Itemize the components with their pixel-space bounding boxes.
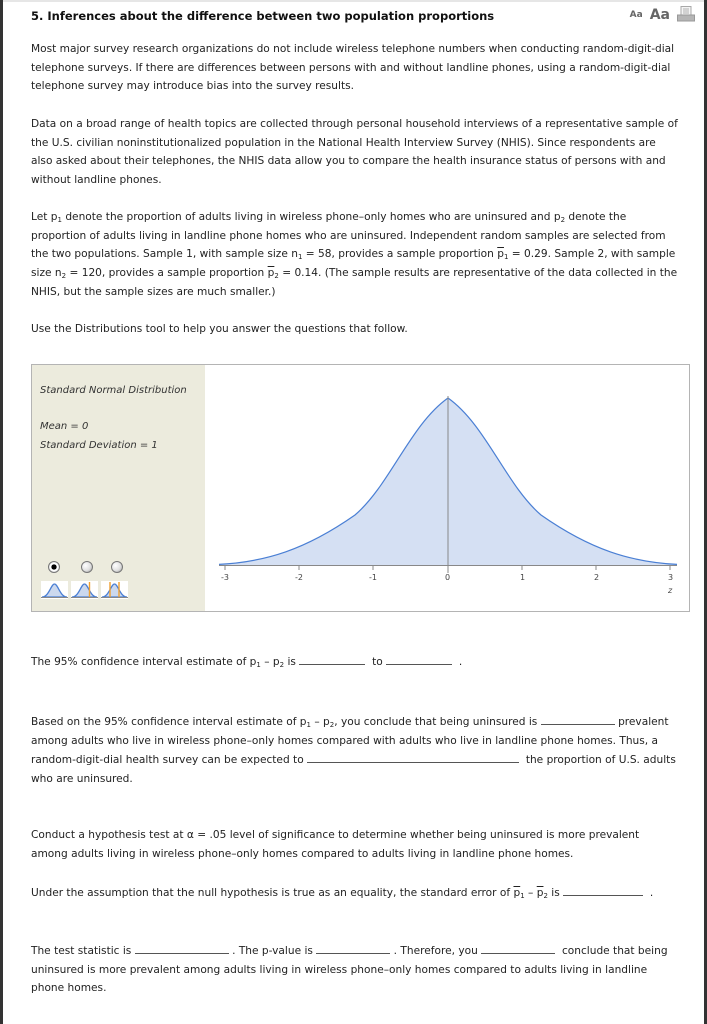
print-icon[interactable] xyxy=(677,6,695,22)
tick-label: 2 xyxy=(594,573,600,582)
sd-label: Standard Deviation = 1 xyxy=(40,440,158,451)
hypothesis-intro: Conduct a hypothesis test at α = .05 level of significance to determine whether being uninsured is more prevalent among adults living in wireless phone–only homes compared to adults living in landline phone homes. xyxy=(31,829,640,860)
ci-conclusion-question: Based on the 95% confidence interval estimate of $p_1 - p_2$, you conclude that being uninsured is prevalent among adults who live in wireless phone–only homes compared with adults who live in landline phone homes. Thus, a random-digit-dial health survey can be expected to the proportion of U.S. adults who are uninsured. xyxy=(31,712,679,789)
one-tail-curve-icon[interactable] xyxy=(71,581,98,599)
std-error-question: Under the assumption that the null hypothesis is true as an equality, the standard error of $\overline{p}_1 - \overline{p}_2$ is . xyxy=(31,883,679,903)
ci-lower-input[interactable] xyxy=(299,652,365,665)
decrease-font-button[interactable]: Aa xyxy=(629,10,643,20)
two-tail-curve-icon[interactable] xyxy=(101,581,128,599)
test-question: The test statistic is . The p-value is . Therefore, you conclude that being uninsured is more prevalent among adults living in wireless phone–only homes compared to adults living in landline phone homes. xyxy=(31,941,679,998)
tick-label: 0 xyxy=(445,573,451,582)
use-tool-instruction: Use the Distributions tool to help you answer the questions that follow. xyxy=(31,323,408,335)
distributions-tool xyxy=(31,364,690,612)
tick-label: 1 xyxy=(520,573,526,582)
ci-question: The 95% confidence interval estimate of $p_1 - p_2$ is to . xyxy=(31,652,679,672)
mode-radio-two-tail[interactable] xyxy=(111,561,123,573)
increase-font-button[interactable]: Aa xyxy=(649,7,670,23)
normal-curve-plot[interactable] xyxy=(205,365,689,611)
tick-label: -3 xyxy=(221,573,229,582)
mode-radio-no-tail[interactable] xyxy=(48,561,60,573)
no-tail-curve-icon[interactable] xyxy=(41,581,68,599)
left-frame-border xyxy=(0,0,3,1024)
axis-label-z: z xyxy=(668,586,673,595)
top-border xyxy=(0,0,707,2)
tool-settings-panel xyxy=(32,365,205,611)
std-error-input[interactable] xyxy=(563,883,643,896)
nhis-paragraph: Data on a broad range of health topics are collected through personal household interviews of a representative sample of the U.S. civilian noninstitutionalized population in the National Health Interview Survey (NHIS). Since respondents are also asked about their telephones, the NHIS data allow you to compare the health insurance status of persons with and without landline phones. xyxy=(31,118,678,187)
problem-title: 5. Inferences about the difference between two population proportions xyxy=(31,9,495,23)
mode-radio-one-tail[interactable] xyxy=(81,561,93,573)
toolbar xyxy=(630,6,695,22)
ci-upper-input[interactable] xyxy=(386,652,452,665)
tick-label: -1 xyxy=(369,573,377,582)
prevalence-dropdown[interactable] xyxy=(541,712,615,725)
tick-label: -2 xyxy=(295,573,303,582)
bias-dropdown[interactable] xyxy=(307,750,519,763)
p-value-input[interactable] xyxy=(316,941,390,954)
conclusion-dropdown[interactable] xyxy=(481,941,555,954)
test-statistic-input[interactable] xyxy=(135,941,229,954)
tick-label: 3 xyxy=(668,573,674,582)
mean-label: Mean = 0 xyxy=(40,421,89,432)
intro-paragraph: Most major survey research organizations do not include wireless telephone numbers when conducting random-digit-dial telephone surveys. If there are differences between persons with and without landline phones, using a random-digit-dial telephone survey may introduce bias into the survey results. xyxy=(31,43,675,93)
setup-paragraph: Let $p_1$ denote the proportion of adults living in wireless phone–only homes who are uninsured and $p_2$ denote the proportion of adults living in landline phone homes who are uninsured. Independent random samples are selected from the two populations. Sample 1, with sample size $n_1 = 58$, provides a sample proportion $\overline{p}_1 = 0.29$. Sample 2, with sample size $n_2 = 120$, provides a sample proportion $\overline{p}_2 = 0.14$. (The sample results are representative of the data collected in the NHIS, but the sample sizes are much smaller.) xyxy=(31,211,678,298)
distribution-name: Standard Normal Distribution xyxy=(40,385,187,396)
